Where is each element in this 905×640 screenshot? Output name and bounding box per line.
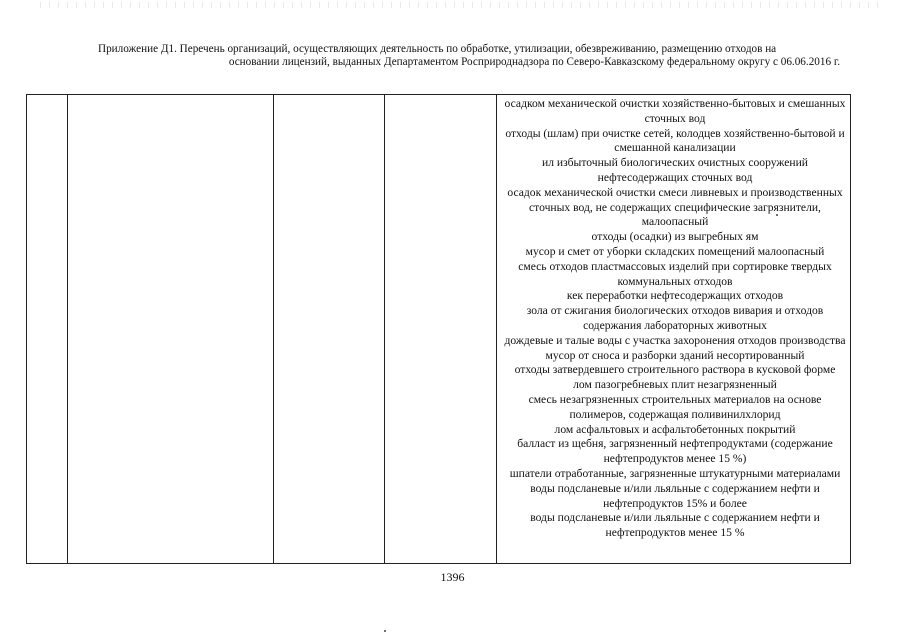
waste-item: осадком механической очистки хозяйственно-бытовых и смешанных сточных вод	[504, 97, 846, 125]
waste-item: лом асфальтовых и асфальтобетонных покрытий	[554, 422, 796, 436]
waste-item: лом пазогребневых плит незагрязненный	[573, 378, 777, 392]
waste-item: мусор и смет от уборки складских помещений малоопасный	[525, 244, 825, 258]
page-number: 1396	[440, 570, 465, 584]
scan-speck	[776, 214, 778, 216]
waste-item: балласт из щебня, загрязненный нефтепродуктами (содержание нефтепродуктов менее 15 %)	[517, 437, 833, 466]
waste-item: шпатели отработанные, загрязненные штукатурными материалами	[509, 466, 841, 480]
waste-item: смесь незагрязненных строительных материалов на основе полимеров, содержащая поливинилхлорид	[528, 392, 822, 421]
header-line-1: Приложение Д1. Перечень организаций, осуществляющих деятельность по обработке, утилизации, обезвреживанию, размещению отходов на	[98, 43, 777, 55]
waste-item: мусор от сноса и разборки зданий несортированный	[545, 348, 805, 362]
column-divider-2	[273, 95, 274, 563]
waste-item: кек переработки нефтесодержащих отходов	[566, 289, 784, 303]
waste-item: осадок механической очистки смеси ливневых и производственных сточных вод, не содержащих специфические загрязнители, малоопасный	[507, 185, 843, 229]
waste-item: зола от сжигания биологических отходов вивария и отходов содержания лабораторных животных	[526, 304, 824, 332]
waste-item: смесь отходов пластмассовых изделий при сортировке твердых коммунальных отходов	[518, 259, 832, 288]
scan-speck	[384, 630, 386, 632]
waste-item: воды подсланевые и/или льяльные с содержанием нефти и нефтепродуктов менее 15 %	[530, 511, 820, 540]
column-divider-4	[496, 95, 497, 563]
waste-item: дождевые и талые воды с участка захоронения отходов производства	[504, 333, 846, 347]
waste-item: отходы (осадки) из выгребных ям	[591, 230, 759, 244]
organizations-table	[26, 94, 851, 564]
column-divider-1	[67, 95, 68, 563]
header-line-2: основании лицензий, выданных Департаментом Росприроднадзора по Северо-Кавказскому федеральному округу с 06.06.2016 г.	[228, 56, 840, 68]
page-header	[98, 43, 840, 69]
waste-item: ил избыточный биологических очистных сооружений нефтесодержащих сточных вод	[541, 156, 808, 184]
column-divider-3	[384, 95, 385, 563]
waste-types-cell	[499, 97, 851, 541]
waste-item: воды подсланевые и/или льяльные с содержанием нефти и нефтепродуктов 15% и более	[530, 481, 820, 510]
scan-artifact-top	[40, 2, 880, 8]
waste-item: отходы (шлам) при очистке сетей, колодцев хозяйственно-бытовой и смешанной канализации	[505, 126, 845, 155]
waste-item: отходы затвердевшего строительного раствора в кусковой форме	[514, 363, 836, 377]
